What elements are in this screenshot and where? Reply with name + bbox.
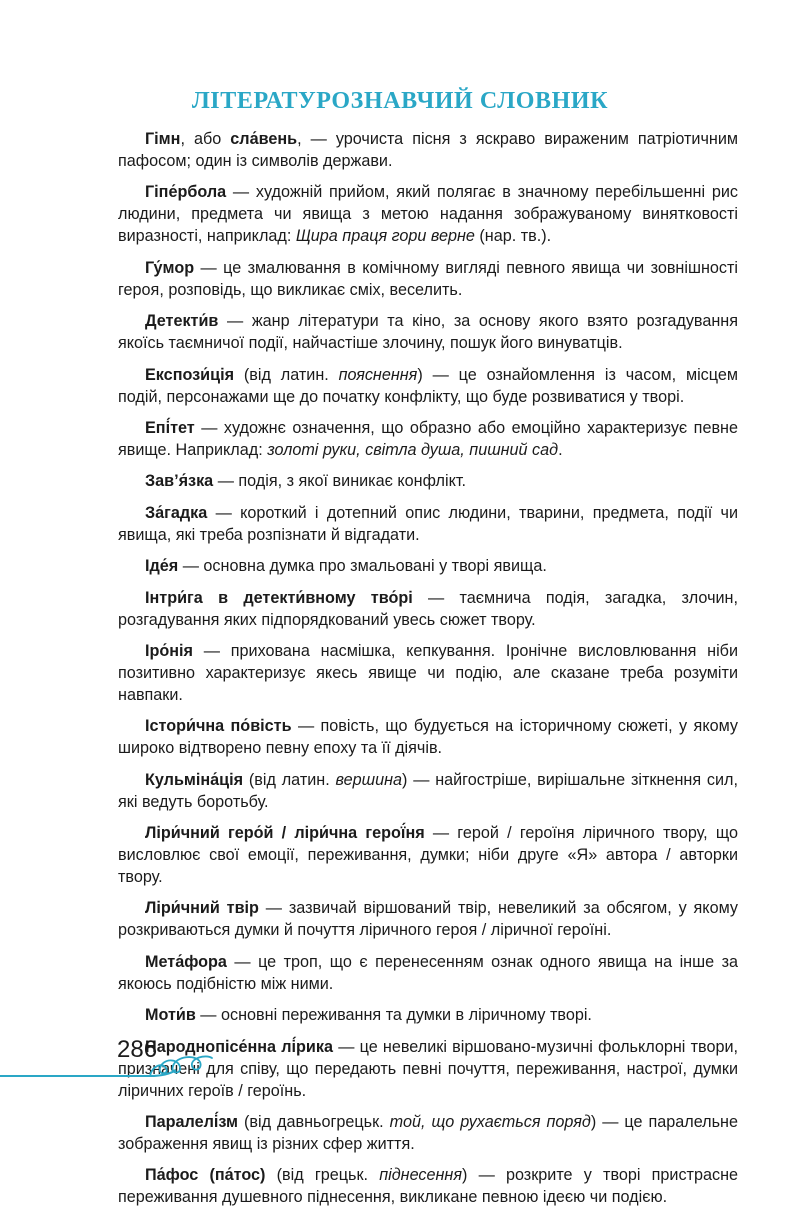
glossary-entry — [118, 555, 738, 577]
entry-italic-text: пояснення — [338, 365, 418, 384]
glossary-entry — [118, 822, 738, 888]
entry-text: — прихована насмішка, кепкування. Іронічне висловлювання ніби позитивно характеризує якесь явище чи подію, але сказане треба розуміти навпаки. — [118, 641, 738, 704]
entry-text: ) — це паралельне зображення явищ із різних сфер життя. — [118, 1113, 738, 1154]
entry-term: Істори́чна по́вість — [145, 717, 292, 736]
glossary-entry — [118, 640, 738, 706]
page-number: 286 — [117, 1036, 158, 1063]
entry-text: — повість, що будується на історичному сюжеті, у якому широко відтворено певну епоху та її діячів. — [118, 717, 738, 758]
entry-term: Гу́мор — [145, 258, 195, 277]
entry-italic-text: золоті руки, світла душа, пишний сад — [267, 440, 559, 459]
entry-text: — це змалювання в комічному вигляді певного явища чи зовнішності героя, розповідь, що викликає сміх, веселить. — [118, 258, 738, 299]
entry-text: — герой / героїня ліричного твору, що висловлює свої емоції, переживання, думки; ніби друге «Я» автора / авторки твору. — [118, 824, 738, 887]
entry-text: — художнє означення, що образно або емоційно характеризує певне явище. Наприклад: — [118, 418, 738, 459]
entry-text: — зазвичай віршований твір, невеликий за обсягом, у якому розкриваються думки й почуття ліричного героя / ліричної героїні. — [118, 899, 738, 940]
glossary-entry — [118, 715, 738, 759]
entry-term: Інтри́га в детекти́вному тво́рі — [145, 588, 413, 607]
entry-text: — основні переживання та думки в ліричному творі. — [195, 1006, 592, 1025]
glossary-entry — [118, 897, 738, 941]
entry-text: — це невеликі віршовано-музичні фольклорні твори, призначені для співу, що передають певні почуття, переживання, настрої, думки ліричних героїв / героїнь. — [118, 1037, 738, 1100]
entry-term: сла́вень — [230, 130, 298, 148]
glossary-entry — [118, 951, 738, 995]
entry-term: Експози́ція — [145, 365, 235, 384]
entry-term: Паралелі́зм — [145, 1113, 238, 1132]
entry-text: — художній прийом, який полягає в значному перебільшенні рис людини, предмета чи явища з метою надання зображуваному винятковості виразності, наприклад: — [118, 183, 738, 246]
entry-text: (нар. тв.). — [474, 227, 552, 246]
entry-text: — основна думка про змальовані у творі явища. — [178, 557, 547, 576]
entry-term: Па́фос (па́тос) — [145, 1166, 266, 1185]
glossary-entry — [118, 1004, 738, 1026]
entry-term: Гіпе́рбола — [145, 183, 227, 202]
entry-term: Зав’я́зка — [145, 472, 214, 491]
glossary-entry — [118, 1164, 738, 1208]
entry-term: Ліри́чний геро́й / ліри́чна герої́ня — [145, 824, 425, 843]
entry-term: Епі́тет — [145, 418, 195, 437]
entry-term: Ліри́чний твір — [145, 899, 259, 918]
entry-term: Кульміна́ція — [145, 770, 244, 789]
entry-term: Іде́я — [145, 557, 179, 576]
entry-term: Іро́нія — [145, 641, 193, 660]
glossary-entry — [118, 128, 738, 172]
glossary-entry — [118, 257, 738, 301]
glossary-entry — [118, 769, 738, 813]
glossary-entry — [118, 470, 738, 492]
entry-text: — подія, з якої виникає конфлікт. — [213, 472, 466, 491]
glossary-entry — [118, 502, 738, 546]
glossary-entry — [118, 310, 738, 354]
entry-term: Моти́в — [145, 1006, 196, 1025]
entry-text: , або — [180, 130, 231, 148]
entry-text: ) — найгостріше, вирішальне зіткнення сил, які ведуть боротьбу. — [118, 770, 738, 811]
entry-text: (від латин. — [234, 365, 339, 384]
entry-term: За́гадка — [145, 503, 208, 522]
entry-text: — це троп, що є перенесенням ознак одного явища на інше за якоюсь подібністю між ними. — [118, 952, 738, 993]
glossary-entry — [118, 1111, 738, 1155]
glossary-entry — [118, 181, 738, 247]
entry-text: — жанр літератури та кіно, за основу якого взято розгадування якоїсь таємничої події, найчастіше злочину, пошук його винуватців. — [118, 312, 738, 353]
page-title: ЛІТЕРАТУРОЗНАВЧИЙ СЛОВНИК — [191, 88, 609, 114]
swirl-loops — [150, 1056, 212, 1076]
glossary-entry — [118, 364, 738, 408]
entry-term: Гімн — [145, 130, 181, 148]
entry-term: Мета́фора — [145, 952, 227, 971]
entry-italic-text: той, що рухається поряд — [389, 1113, 591, 1132]
entry-text: — таємнича подія, загадка, злочин, розгадування яких підпорядкований увесь сюжет твору. — [118, 588, 738, 629]
swirl-decoration-icon — [0, 1040, 215, 1090]
entry-text: — короткий і дотепний опис людини, тварини, предмета, події чи явища, які треба розпізнати й відгадати. — [118, 503, 738, 544]
entry-term: Детекти́в — [145, 312, 219, 331]
entry-term: Народнопісе́нна лі́рика — [145, 1037, 333, 1056]
entry-text: . — [558, 440, 563, 459]
glossary-entry — [118, 417, 738, 461]
entry-text: (від латин. — [243, 770, 336, 789]
glossary-entry — [118, 587, 738, 631]
entry-text: (від грецьк. — [265, 1166, 380, 1185]
entry-text: (від давньогрецьк. — [238, 1113, 390, 1132]
entry-italic-text: піднесення — [379, 1166, 462, 1185]
entry-italic-text: вершина — [335, 770, 402, 789]
entry-italic-text: Щира праця гори верне — [295, 227, 475, 246]
entry-text: ) — це ознайомлення із часом, місцем подій, персонажами ще до початку конфлікту, що буде розвиватися у творі. — [118, 365, 738, 406]
entry-text: , — урочиста пісня з яскраво вираженим патріотичним пафосом; один із символів держави. — [118, 130, 738, 170]
entry-text: ) — розкрите у творі пристрасне переживання душевного піднесення, викликане певною ідеєю чи подією. — [118, 1166, 739, 1207]
